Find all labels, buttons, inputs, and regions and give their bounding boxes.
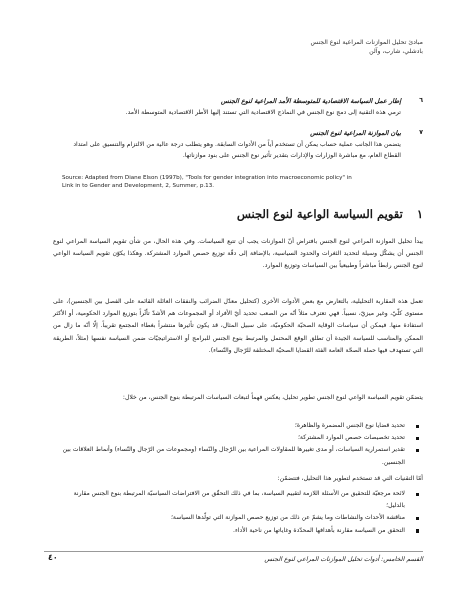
running-head [310, 38, 423, 56]
list-item: لائحة مرجعيّة للتحقيق من الأسئلة اللازمة لتقييم السياسة، بما في ذلك التحقّق من الافتراضات السياسيّة المرتبطة بنوع الجنس مقارنة بالدليل؛ [53, 488, 423, 512]
item-text: يتضمن هذا الجانب عملية حساب يمكن أن تستخدم أياً من الأدوات السابقة. وهو يتطلب درجة عالية من الالتزام والتنسيق على امتداد القطاع العام، مع مباشرة الوزارات والإدارات بتقدير تأثير نوع الجنس على بنود موازناتها. [73, 141, 401, 159]
list-item: التحقق من السياسة مقارنة بأهدافها المحدّدة وغاياتها من ناحية الأداء. [53, 525, 423, 537]
footer-divider [44, 551, 423, 552]
page-number: ٤٠ [48, 553, 58, 562]
tool-item-6 [53, 96, 423, 118]
section-heading [53, 207, 423, 221]
footer-section-title: القسم الخامس: أدوات تحليل الموازنات المراعي لنوع الجنس [264, 556, 423, 563]
item-number: ٦ [419, 96, 423, 104]
section-title: تقويم السياسة الواعية لنوع الجنس [236, 207, 403, 221]
tool-item-7 [53, 128, 423, 161]
paragraph-techniques: أمّا التقنيات التي قد تستخدم لتطوير هذا التحليل، فتتضمّن: [277, 475, 423, 482]
section-number: ١ [416, 207, 423, 221]
source-note: Source: Adapted from Diane Elson (1997b), "Tools for gender integration into macroeconomic policy" in Link in to Gender and Development, 2, Summer, p.13. [62, 175, 352, 189]
running-head-authors: بادشلي، شارب، وآلن [369, 48, 423, 55]
bullet-list-analysis [53, 420, 423, 469]
bullet-list-techniques [53, 488, 423, 537]
paragraph-intro: يبدأ تحليل الموازنة المراعي لنوع الجنس بافتراض أنّ الموازنات يجب أن تتبع السياسات. وفي هذه الحال، من شأن تقويم السياسة المراعي لنوع الجنس أن يشكّل وسيلة لتحديد الثغرات والحدود السياسية، بالإضافة إلى دقّة توزيع حصص الموارد المشتركة. وهكذا يكوّن تقويم السياسة الواعي لنوع الجنس رابطاً مباشراً وطبيعياً بين السياسات وتوزيع الموارد. [53, 238, 423, 270]
paragraph-analysis: يتضمّن تقويم السياسة الواعي لنوع الجنس تطوير تحليل، يعكس فهماً لتبعات السياسات المرتبطة بنوع الجنس، من خلال: [122, 394, 423, 401]
item-number: ٧ [419, 128, 423, 136]
list-item: تحديد تخصيصات حصص الموارد المشتركة؛ [53, 432, 423, 444]
paragraph-approach: تعمل هذه المقاربة التحليلية، بالتعارض مع بعض الأدوات الأخرى (كتحليل معدّل الضرائب والنفقات العائلة القائمة على الفصل بين الجنسين)، على مستوى كلّيّ، وغير ميزيّ، نسبياً. فهي تعترف مثلاً أنّه من الصعب تحديد أيّ الأفراد أو المجموعات هم الأشدّ تأثّراً بتوزيع الموارد الحكومية، أو الأكثر استفادة منها. فيمكن أن سياسات الوقاية الصحيّة الحكوميّة، على سبيل المثال، قد يكون تأثيرها منتشراً بغطاء المجتمع تقريباً. إلّا أنّه ما زال من الممكن والمناسب للسياسة الجيدة أن تطلق الوقع المحتمل والمرتبط بنوع الجنس للبرامج أو الاستراتيجيّات ضمن السياسة نفسها (مثلاً، الطريقة التي تستهدف فيها حملة الصحّة العامة الفئة القضايا الصحيّة المختلفة للرّجال والنّساء). [53, 298, 423, 354]
list-item: تحديد قضايا نوع الجنس المضمرة والظاهرة؛ [53, 420, 423, 432]
item-title: بيان الموازنة المراعية لنوع الجنس [310, 129, 401, 137]
running-head-title: مبادئ تحليل الموازنات المراعية لنوع الجنس [310, 39, 423, 46]
item-text: ترمي هذه التقنية إلى دمج نوع الجنس في النماذج الاقتصادية التي تستند إليها الأطر الاقتصادية المتوسطة الأمد. [125, 109, 401, 116]
list-item: تقدير استمرارية السياسات، أو مدى تغييرها للمقاولات المراعية بين الرّجال والنّساء (ومجموعات من الرّجال والنّساء) وأنماط العلاقات بين الجنسين. [53, 444, 423, 468]
item-title: إطار عمل السياسة الاقتصادية للمتوسطة الأمد المراعية لنوع الجنس [220, 97, 401, 105]
list-item: مناقشة الأحداث والنشاطات وما يشمّ عن ذلك من توزيع حصص الموازنة التي تولّدها السياسة؛ [53, 512, 423, 524]
